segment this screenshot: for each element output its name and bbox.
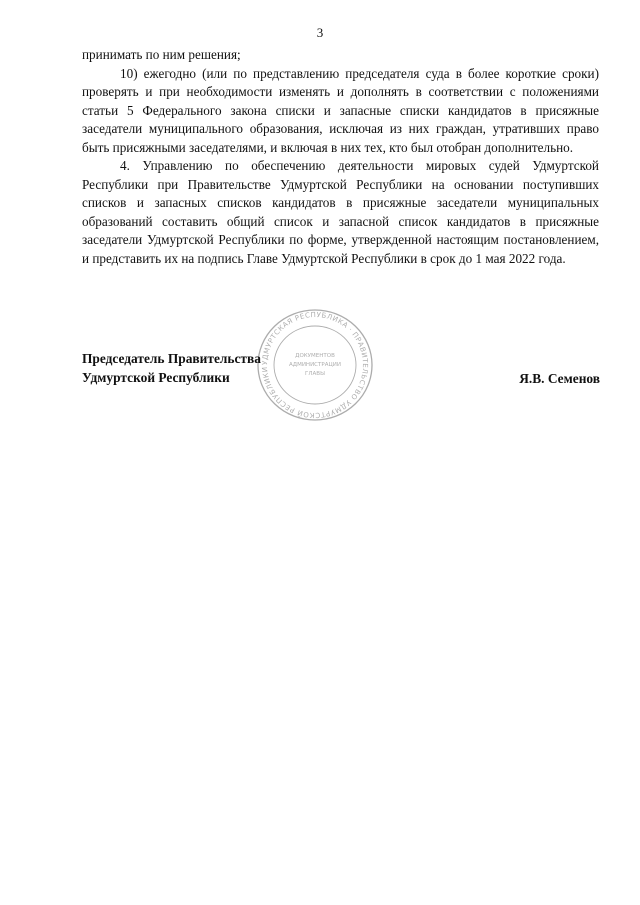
signatory-position-line-2: Удмуртской Республики xyxy=(82,369,230,385)
signature-block xyxy=(82,350,600,400)
paragraph-item-10: 10) ежегодно (или по представлению председателя суда в более короткие сроки) проверять и при необходимости изменять и дополнять в соответствии с положениями статьи 5 Федерального закона списки и запасные списки кандидатов в присяжные заседатели муниципального образования, исключая из них граждан, утративших право быть присяжными заседателями, и включая в них тех, кто был отобран дополнительно. xyxy=(82,65,599,155)
paragraph-continuation: принимать по ним решения; xyxy=(82,47,241,62)
seal-inner-line-1: ДОКУМЕНТОВ xyxy=(295,353,335,359)
seal-inner-line-2: АДМИНИСТРАЦИИ xyxy=(289,362,341,368)
signatory-position xyxy=(82,350,302,387)
signatory-name: Я.В. Семенов xyxy=(519,371,600,386)
seal-outer-text: УДМУРТСКАЯ РЕСПУБЛИКА · ПРАВИТЕЛЬСТВО УДМУРТСКОЙ РЕСПУБЛИКИ xyxy=(260,310,370,420)
seal-inner-line-3: ГЛАВЫ xyxy=(305,371,325,377)
page-number: 3 xyxy=(316,25,324,40)
signatory-position-line-1: Председатель Правительства xyxy=(82,351,261,366)
document-body xyxy=(82,46,599,268)
paragraph-clause-4: 4. Управлению по обеспечению деятельности мировых судей Удмуртской Республики при Правительстве Удмуртской Республики на основании поступивших списков и запасных списков кандидатов в присяжные заседатели муниципальных образований составить общий список и запасной список кандидатов в присяжные заседатели Удмуртской Республики по форме, утвержденной настоящим постановлением, и представить их на подпись Главе Удмуртской Республики в срок до 1 мая 2022 года. xyxy=(82,158,599,266)
